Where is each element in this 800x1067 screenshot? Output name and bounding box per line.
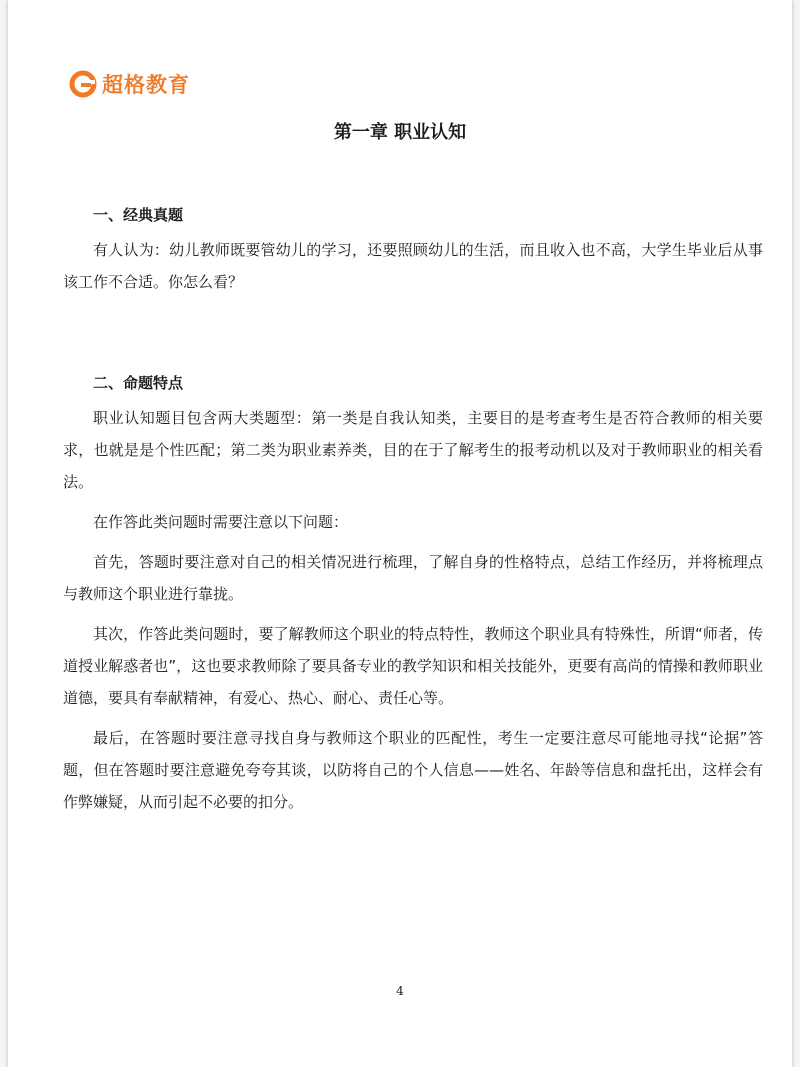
paragraph: 有人认为：幼儿教师既要管幼儿的学习，还要照顾幼儿的生活，而且收入也不高，大学生毕业后从事该工作不合适。你怎么看？ [63, 241, 763, 291]
section-heading: 二、命题特点 [93, 374, 184, 392]
paragraph: 职业认知题目包含两大类题型：第一类是自我认知类，主要目的是考查考生是否符合教师的相关要求，也就是是个性匹配；第二类为职业素养类，目的在于了解考生的报考动机以及对于教师职业的相关看法。 [63, 409, 763, 491]
paragraph: 最后，在答题时要注意寻找自身与教师这个职业的匹配性，考生一定要注意尽可能地寻找“论据”答题，但在答题时要注意避免夸夸其谈，以防将自己的个人信息——姓名、年龄等信息和盘托出，这样会有作弊嫌疑，从而引起不必要的扣分。 [63, 729, 763, 811]
page-number: 4 [396, 984, 404, 998]
paragraph: 首先，答题时要注意对自己的相关情况进行梳理，了解自身的性格特点，总结工作经历，并将梳理点与教师这个职业进行靠拢。 [63, 553, 763, 603]
document-page [8, 0, 792, 1067]
brand-logo [68, 66, 190, 102]
section-heading: 一、经典真题 [93, 206, 184, 224]
paragraph: 在作答此类问题时需要注意以下问题： [93, 513, 349, 531]
brand-name: 超格教育 [102, 73, 190, 97]
paragraph: 其次，作答此类问题时，要了解教师这个职业的特点特性，教师这个职业具有特殊性，所谓“师者，传道授业解惑者也”，这也要求教师除了要具备专业的教学知识和相关技能外，更要有高尚的情操和教师职业道德，要具有奉献精神，有爱心、热心、耐心、责任心等。 [63, 625, 763, 707]
brand-logo-icon [68, 69, 98, 99]
document-body [63, 196, 763, 826]
chapter-title: 第一章 职业认知 [333, 122, 467, 143]
